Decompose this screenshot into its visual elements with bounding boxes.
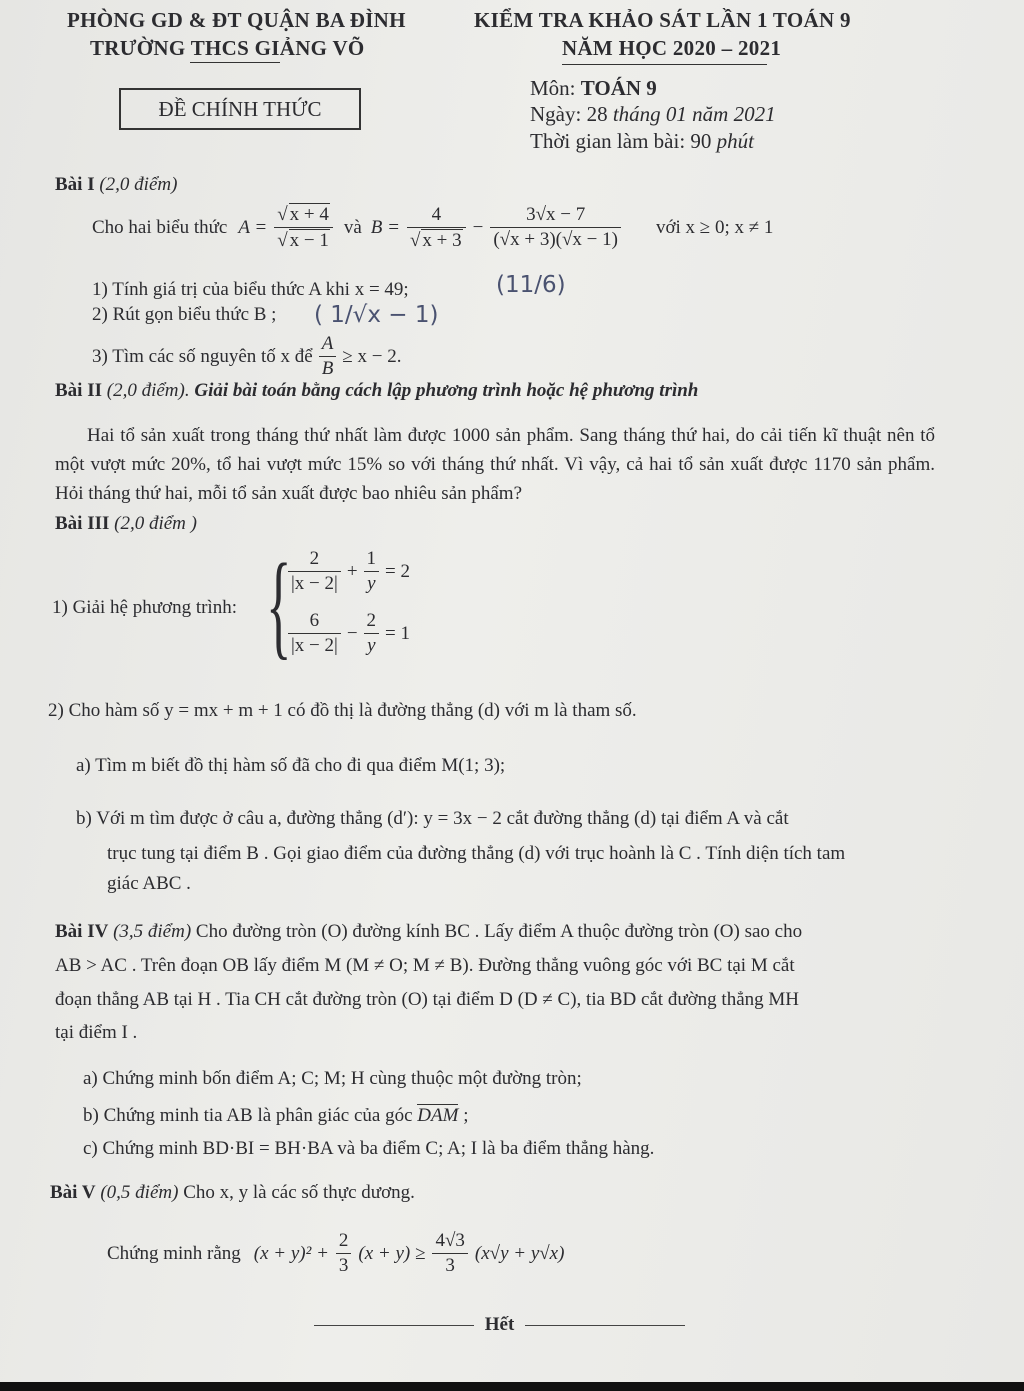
bai2-heading: Bài II (2,0 điểm). Giải bài toán bằng cách lập phương trình hoặc hệ phương trình <box>55 380 699 401</box>
bai4-b: b) Chứng minh tia AB là phân giác của góc DAM ; <box>83 1105 469 1126</box>
school-underline <box>190 62 280 63</box>
official-exam-box: ĐỀ CHÍNH THỨC <box>119 88 361 130</box>
bai4-line1: Bài IV (3,5 điểm) Cho đường tròn (O) đường kính BC . Lấy điểm A thuộc đường tròn (O) sao cho <box>55 921 803 942</box>
school-year: NĂM HỌC 2020 – 2021 <box>562 36 782 60</box>
equation-2: $\frac{6}{|x - 2|}$ − $\frac{2}{y}$ = 1 <box>286 610 410 657</box>
bai4-line3: đoạn thẳng AB tại H . Tia CH cắt đường tròn (O) tại điểm D (D ≠ C), tia BD cắt đường thẳng MH <box>55 989 800 1010</box>
bai4-a: a) Chứng minh bốn điểm A; C; M; H cùng thuộc một đường tròn; <box>83 1068 582 1089</box>
bai3-q2b-line3: giác ABC . <box>107 873 191 894</box>
duration-line: Thời gian làm bài: 90 phút <box>530 129 754 153</box>
bai5-heading: Bài V (0,5 điểm) Cho x, y là các số thực dương. <box>50 1182 415 1203</box>
bai1-expressions: Cho hai biểu thức A = $\frac{√ x + 4}{√ x - 1}$ và B = $\frac{4}{√ x + 3}$ − $\frac{3√x - 7}{(√x + 3)(√x - 1)}$ với x ≥ 0; x ≠ 1 <box>92 203 774 251</box>
year-underline <box>562 64 767 65</box>
system-brace: { <box>266 539 292 670</box>
subject-line: Môn: TOÁN 9 <box>530 76 657 100</box>
handwritten-answer-2: ( 1/√x − 1) <box>314 302 439 328</box>
end-marker: Hết <box>314 1314 685 1336</box>
bai3-q2a: a) Tìm m biết đồ thị hàm số đã cho đi qua điểm M(1; 3); <box>76 755 506 776</box>
date-line: Ngày: 28 tháng 01 năm 2021 <box>530 102 776 126</box>
bai3-q2: 2) Cho hàm số y = mx + m + 1 có đồ thị là đường thẳng (d) với m là tham số. <box>48 700 637 721</box>
bai4-line2: AB > AC . Trên đoạn OB lấy điểm M (M ≠ O; M ≠ B). Đường thẳng vuông góc với BC tại M cắt <box>55 955 795 976</box>
department-name: PHÒNG GD & ĐT QUẬN BA ĐÌNH <box>67 8 406 32</box>
bai3-q1: 1) Giải hệ phương trình: <box>52 597 237 618</box>
fraction-B1: $\frac{4}{√ x + 3}$ <box>407 204 466 252</box>
bai1-q2: 2) Rút gọn biểu thức B ; <box>92 304 277 325</box>
bai1-q3: 3) Tìm các số nguyên tố x để $\frac{A}{B}$ ≥ x − 2. <box>92 333 402 379</box>
photo-bottom-edge <box>0 1382 1024 1391</box>
bai3-heading: Bài III (2,0 điểm ) <box>55 513 197 534</box>
fraction-A: $\frac{√ x + 4}{√ x - 1}$ <box>274 203 333 252</box>
bai1-heading: Bài I (2,0 điểm) <box>55 174 178 195</box>
school-name: TRƯỜNG THCS GIẢNG VÕ <box>90 36 365 60</box>
bai5-inequality: Chứng minh rằng (x + y)² + $\frac{2}{3}$ (x + y) ≥ $\frac{4√3}{3}$ (x√y + y√x) <box>107 1230 565 1276</box>
fraction-B2: $\frac{3√x - 7}{(√x + 3)(√x - 1)}$ <box>490 204 621 251</box>
bai4-c: c) Chứng minh BD·BI = BH·BA và ba điểm C; A; I là ba điểm thẳng hàng. <box>83 1138 655 1159</box>
bai2-problem: Hai tổ sản xuất trong tháng thứ nhất làm được 1000 sản phẩm. Sang tháng thứ hai, do cải tiến kĩ thuật nên tổ một vượt mức 20%, tổ hai vượt mức 15% so với tháng thứ nhất. Vì vậy, cả hai tổ sản xuất được 1170 sản phẩm. Hỏi tháng thứ hai, mỗi tổ sản xuất được bao nhiêu sản phẩm? <box>55 425 935 504</box>
equation-1: $\frac{2}{|x - 2|}$ + $\frac{1}{y}$ = 2 <box>286 548 410 595</box>
exam-title: KIỂM TRA KHẢO SÁT LẦN 1 TOÁN 9 <box>474 8 851 32</box>
bai1-q1: 1) Tính giá trị của biểu thức A khi x = 49; <box>92 279 409 300</box>
bai4-line4: tại điểm I . <box>55 1022 138 1043</box>
bai3-q2b-line2: trục tung tại điểm B . Gọi giao điểm của đường thẳng (d) với trục hoành là C . Tính diện tích tam <box>107 843 846 864</box>
bai3-q2b-line1: b) Với m tìm được ở câu a, đường thẳng (d′): y = 3x − 2 cắt đường thẳng (d) tại điểm A và cắt <box>76 808 789 829</box>
handwritten-answer-1: (11/6) <box>496 272 566 298</box>
